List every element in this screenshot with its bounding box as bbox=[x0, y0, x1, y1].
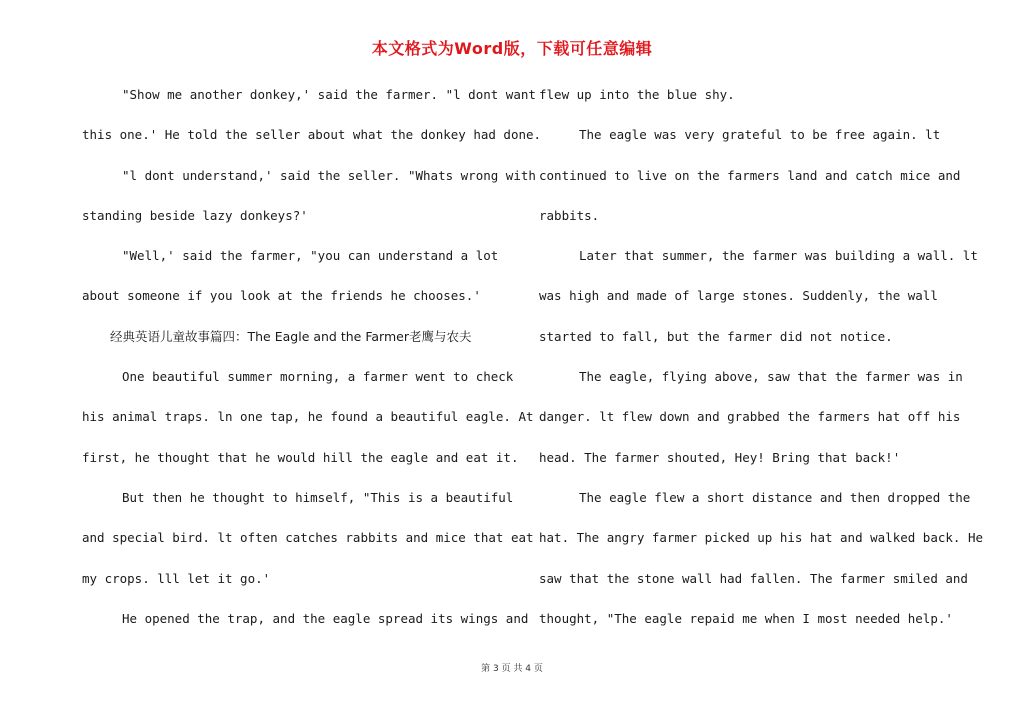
text-line: danger. lt flew down and grabbed the farmers hat off his bbox=[539, 409, 961, 425]
text-line: He opened the trap, and the eagle spread its wings and bbox=[122, 610, 529, 626]
story-heading: 经典英语儿童故事篇四：The Eagle and the Farmer老鹰与农夫 bbox=[110, 328, 472, 344]
text-line: my crops. lll let it go.' bbox=[82, 570, 271, 586]
right-text-column bbox=[539, 81, 984, 645]
word-format-banner: 本文格式为Word版，下载可任意编辑 bbox=[371, 39, 653, 58]
text-line: Later that summer, the farmer was building a wall. lt bbox=[579, 248, 978, 264]
text-line: about someone if you look at the friends he chooses.' bbox=[82, 288, 481, 304]
text-line: and special bird. lt often catches rabbits and mice that eat bbox=[82, 530, 534, 546]
text-line: head. The farmer shouted, Hey! Bring that back!' bbox=[539, 449, 901, 465]
text-line: was high and made of large stones. Suddenly, the wall bbox=[539, 288, 938, 304]
text-line: "Show me another donkey,' said the farmer. "l dont want bbox=[122, 87, 536, 102]
text-line: started to fall, but the farmer did not notice. bbox=[539, 328, 893, 344]
text-line: One beautiful summer morning, a farmer went to check bbox=[122, 369, 514, 385]
text-line: The eagle was very grateful to be free again. lt bbox=[579, 127, 941, 143]
text-line: his animal traps. ln one tap, he found a beautiful eagle. At bbox=[82, 409, 534, 425]
text-line: But then he thought to himself, "This is a beautiful bbox=[122, 489, 514, 505]
text-line: saw that the stone wall had fallen. The farmer smiled and bbox=[539, 570, 968, 586]
text-line: continued to live on the farmers land and catch mice and bbox=[539, 167, 961, 183]
text-line: standing beside lazy donkeys?' bbox=[82, 207, 308, 223]
text-line: thought, "The eagle repaid me when I most needed help.' bbox=[539, 610, 953, 626]
left-text-column bbox=[82, 81, 542, 645]
text-line: flew up into the blue shy. bbox=[539, 87, 735, 102]
text-line: first, he thought that he would hill the eagle and eat it. bbox=[82, 449, 519, 465]
text-line: "Well,' said the farmer, "you can understand a lot bbox=[122, 248, 499, 264]
text-line: "l dont understand,' said the seller. "Whats wrong with bbox=[122, 167, 536, 183]
text-line: hat. The angry farmer picked up his hat and walked back. He bbox=[539, 530, 984, 546]
text-line: this one.' He told the seller about what the donkey had done. bbox=[82, 127, 542, 143]
page-number: 第 3 页 共 4 页 bbox=[481, 664, 543, 674]
text-line: rabbits. bbox=[539, 207, 600, 223]
text-line: The eagle, flying above, saw that the farmer was in bbox=[579, 369, 963, 385]
text-line: The eagle flew a short distance and then dropped the bbox=[579, 489, 971, 505]
